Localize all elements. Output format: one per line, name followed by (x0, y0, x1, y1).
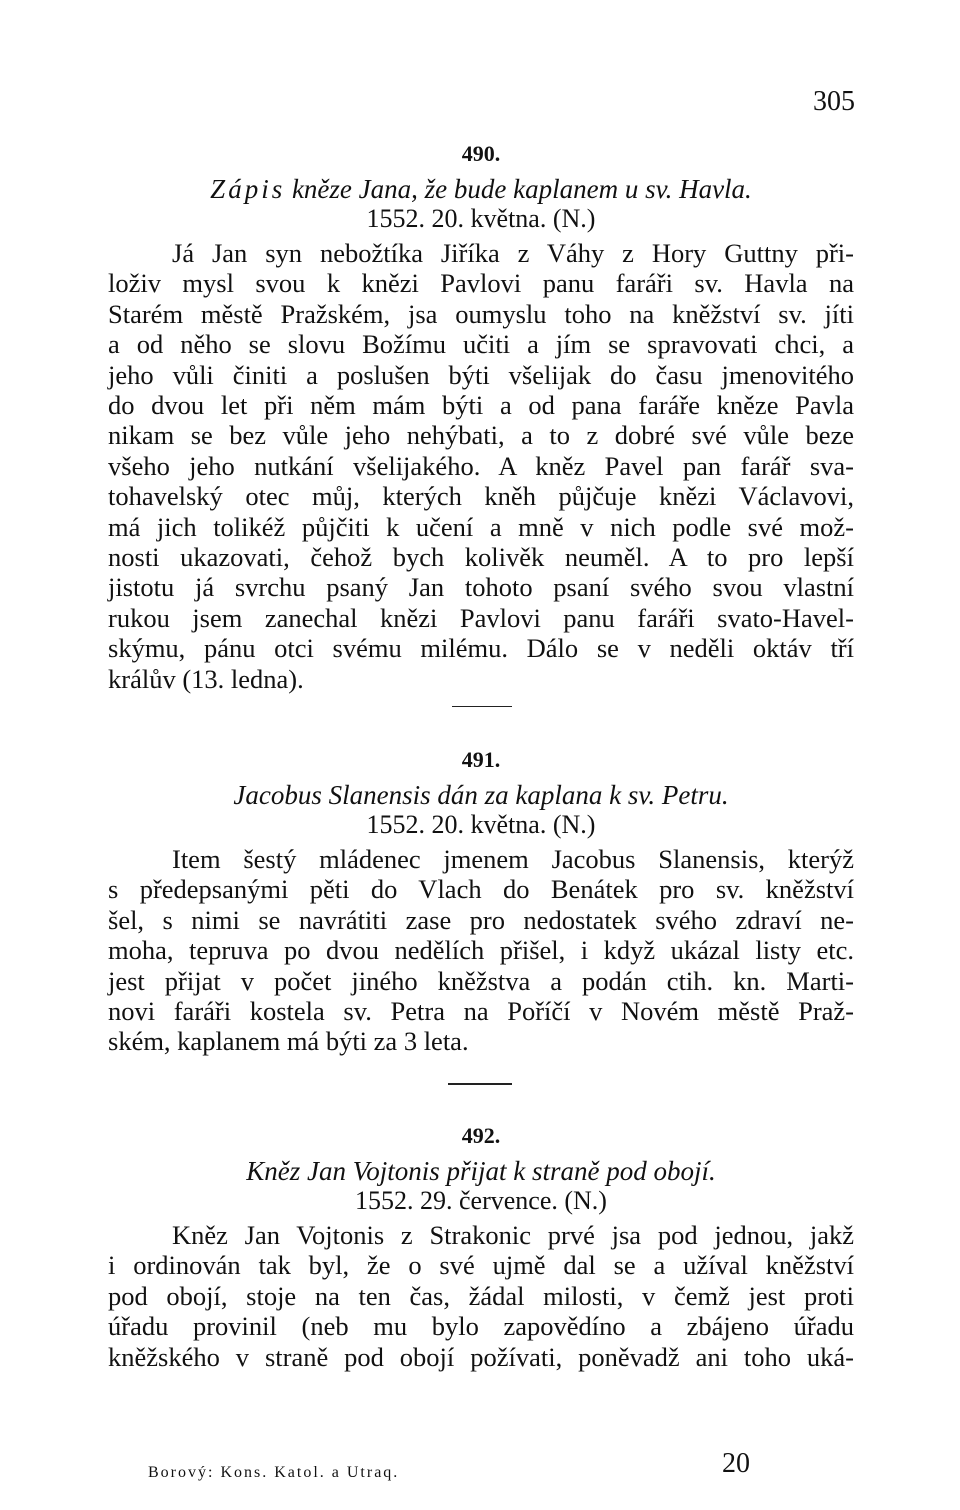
body-line: jest přijat v počet jiného kněžstva a podán ctih. kn. Marti- (108, 965, 854, 996)
entry-title (108, 780, 854, 810)
body-line: jeho vůli činiti a poslušen býti všelijak do času jmenovitého (108, 359, 854, 390)
section-divider (452, 706, 512, 707)
body-line: rukou jsem zanechal knězi Pavlovi panu faráři svato-Havel- (108, 602, 854, 633)
body-line: do dvou let při něm mám býti a od pana faráře kněze Pavla (108, 390, 854, 421)
body-line: i ordinován tak byl, že o své ujmě dal se a užíval kněžství (108, 1250, 854, 1281)
entry-body (108, 1220, 854, 1372)
page-number: 305 (813, 86, 855, 117)
body-line: jistotu já svrchu psaný Jan tohoto psaní svého svou vlastní (108, 572, 854, 603)
body-line: moha, tepruva po dvou nedělích přišel, i když ukázal listy etc. (108, 935, 854, 966)
body-line: Starém městě Pražském, jsa oumyslu toho na kněžství sv. jíti (108, 298, 854, 329)
entry-body (108, 238, 854, 694)
entry-title-lead: Zápis (210, 174, 286, 204)
body-line: pod obojí, stoje na ten čas, žádal milosti, v čemž jest proti (108, 1280, 854, 1311)
body-line: Já Jan syn nebožtíka Jiříka z Váhy z Hory Guttny při- (172, 238, 854, 268)
entry-490 (108, 140, 854, 694)
body-line: loživ mysl svou k knězi Pavlovi panu faráři sv. Havla na (108, 268, 854, 299)
body-line: má jich tolikéž půjčiti k učení a mně v nich podle své mož- (108, 511, 854, 542)
entry-number: 490. (461, 141, 501, 166)
body-line: novi faráři kostela sv. Petra na Poříčí v Novém městě Praž- (108, 996, 854, 1027)
body-line: tohavelský otec můj, kterých kněh půjčuje knězi Václavovi, (108, 481, 854, 512)
entry-date: 1552. 20. května. (N.) (366, 204, 596, 233)
entry-date: 1552. 20. května. (N.) (366, 810, 596, 839)
body-line: úřadu provinil (neb mu bylo zapovědíno a zbájeno úřadu (108, 1311, 854, 1342)
signature-footer: Borový: Kons. Katol. a Utraq. (148, 1464, 400, 1481)
entry-492 (108, 1122, 854, 1372)
entry-title-rest: kněze Jana, že bude kaplanem u sv. Havla. (285, 174, 752, 204)
section-divider (448, 1083, 512, 1085)
body-line: všeho jeho nutkání všelijakého. A kněz Pavel pan farář sva- (108, 450, 854, 481)
entry-title-rest: Jacobus Slanensis dán za kaplana k sv. Petru. (233, 780, 729, 810)
body-line: s předepsanými pěti do Vlach do Benátek pro sv. kněžství (108, 874, 854, 905)
sheet-number: 20 (722, 1448, 750, 1479)
body-line: kněžského v straně pod obojí požívati, poněvadž ani toho uká- (108, 1341, 854, 1372)
entry-number: 491. (461, 747, 501, 772)
body-line: Item šestý mládenec jmenem Jacobus Slanensis, kterýž (172, 844, 854, 874)
entry-date: 1552. 29. července. (N.) (355, 1186, 607, 1215)
entry-title (108, 1156, 854, 1186)
entry-491 (108, 746, 854, 1057)
body-line: Kněz Jan Vojtonis z Strakonic prvé jsa pod jednou, jakž (172, 1220, 854, 1250)
body-line: a od něho se slovu Božímu učiti a jím se spravovati chci, a (108, 329, 854, 360)
entry-body (108, 844, 854, 1057)
entry-title-rest: Kněz Jan Vojtonis přijat k straně pod obojí. (246, 1156, 716, 1186)
body-line: nosti ukazovati, čehož bych kolivěk neuměl. A to pro lepší (108, 542, 854, 573)
body-line: králův (13. ledna). (108, 663, 304, 694)
body-line: šel, s nimi se navrátiti zase pro nedostatek svého zdraví ne- (108, 904, 854, 935)
body-line: nikam se bez vůle jeho nehýbati, a to z dobré své vůle beze (108, 420, 854, 451)
body-line: skýmu, pánu otci svému milému. Dálo se v neděli oktáv tří (108, 633, 854, 664)
entry-title (108, 174, 854, 204)
body-line: ském, kaplanem má býti za 3 leta. (108, 1026, 469, 1057)
entry-number: 492. (461, 1123, 501, 1148)
